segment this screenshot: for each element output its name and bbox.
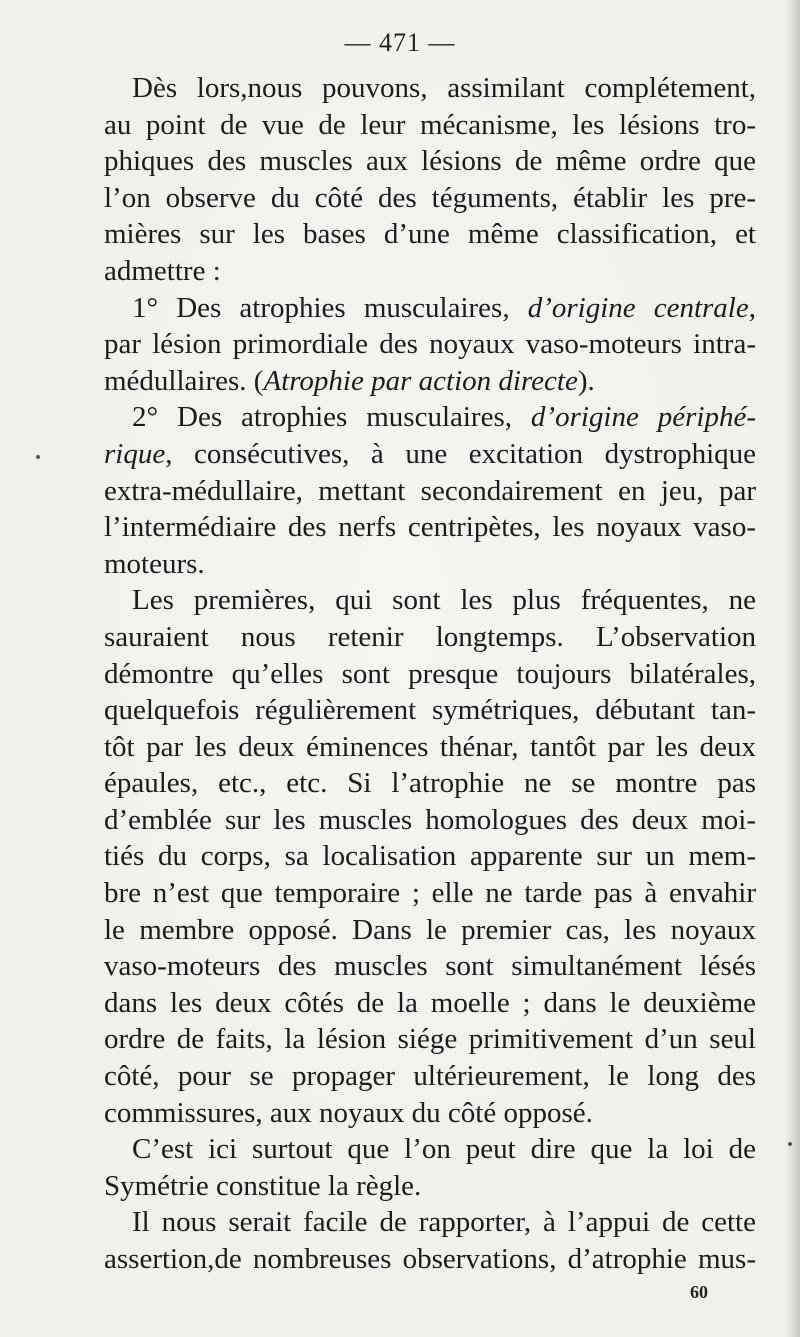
text-line bbox=[104, 1095, 756, 1132]
text-line bbox=[104, 838, 756, 875]
text-segment: Il nous serait facile de rapporter, à l’appui de cette bbox=[132, 1206, 756, 1239]
text-line bbox=[104, 180, 756, 217]
text-segment: commissures, aux noyaux du côté opposé. bbox=[104, 1096, 593, 1129]
text-line bbox=[104, 985, 756, 1022]
text-line bbox=[104, 290, 756, 327]
text-line bbox=[104, 1241, 756, 1278]
text-line bbox=[104, 1131, 756, 1168]
text-segment: vaso-moteurs des muscles sont simultanément lésés bbox=[104, 950, 756, 983]
text-segment: sauraient nous retenir longtemps. L’observation bbox=[104, 620, 756, 653]
text-segment: ordre de faits, la lésion siége primitivement d’un seul bbox=[104, 1023, 756, 1056]
text-segment: par lésion primordiale des noyaux vaso-moteurs intra- bbox=[104, 328, 756, 361]
text-line bbox=[104, 107, 756, 144]
text-segment: côté, pour se propager ultérieurement, le long des bbox=[104, 1060, 756, 1093]
text-segment: admettre : bbox=[104, 254, 221, 287]
text-segment: assertion,de nombreuses observations, d’atrophie mus- bbox=[104, 1243, 756, 1275]
page-number: — 471 — bbox=[344, 28, 456, 57]
text-segment: tôt par les deux éminences thénar, tantôt par les deux bbox=[104, 730, 756, 763]
text-segment: l’intermédiaire des nerfs centripètes, les noyaux vaso- bbox=[104, 511, 756, 544]
margin-dot bbox=[36, 455, 40, 459]
text-segment: épaules, etc., etc. Si l’atrophie ne se montre pas bbox=[104, 767, 756, 800]
text-line bbox=[104, 1168, 756, 1205]
text-segment: démontre qu’elles sont presque toujours bilatérales, bbox=[104, 657, 756, 690]
text-line bbox=[104, 363, 756, 400]
text-segment: 2° Des atrophies musculaires, bbox=[132, 401, 531, 434]
text-line bbox=[104, 765, 756, 802]
text-line bbox=[104, 143, 756, 180]
text-segment: moteurs. bbox=[104, 547, 205, 580]
text-line bbox=[104, 509, 756, 546]
text-segment: ). bbox=[577, 364, 595, 397]
text-line bbox=[104, 656, 756, 693]
text-segment: Dès lors,nous pouvons, assimilant complétement, bbox=[132, 72, 756, 104]
body-text bbox=[104, 70, 756, 1278]
italic-segment: rique bbox=[104, 437, 166, 470]
text-line bbox=[104, 216, 756, 253]
margin-dot bbox=[788, 1142, 792, 1146]
text-line bbox=[104, 912, 756, 949]
text-segment: au point de vue de leur mécanisme, les lésions tro- bbox=[104, 108, 756, 141]
text-segment: , consécutives, à une excitation dystrophique bbox=[165, 437, 756, 470]
text-segment: 1° Des atrophies musculaires, bbox=[132, 291, 528, 324]
text-line bbox=[104, 546, 756, 583]
text-line bbox=[104, 473, 756, 510]
text-segment: l’on observe du côté des téguments, établir les pre- bbox=[104, 181, 756, 214]
text-segment: Symétrie constitue la règle. bbox=[104, 1169, 422, 1202]
italic-segment: Atrophie par action directe bbox=[263, 364, 578, 397]
text-segment: le membre opposé. Dans le premier cas, les noyaux bbox=[104, 913, 756, 946]
text-line bbox=[104, 1021, 756, 1058]
text-segment: C’est ici surtout que l’on peut dire que la loi de bbox=[132, 1133, 756, 1166]
text-segment: extra-médullaire, mettant secondairement en jeu, par bbox=[104, 474, 756, 507]
text-segment: phiques des muscles aux lésions de même ordre que bbox=[104, 145, 756, 178]
text-line bbox=[104, 1204, 756, 1241]
italic-segment: d’origine périphé- bbox=[530, 401, 757, 434]
text-line bbox=[104, 1058, 756, 1095]
text-segment: médullaires. ( bbox=[104, 364, 264, 397]
text-line bbox=[104, 875, 756, 912]
text-segment: , bbox=[748, 291, 756, 324]
text-line bbox=[104, 326, 756, 363]
text-line bbox=[104, 692, 756, 729]
text-segment: quelquefois régulièrement symétriques, débutant tan- bbox=[104, 694, 756, 727]
text-line bbox=[104, 619, 756, 656]
italic-segment: d’origine centrale bbox=[527, 291, 749, 324]
text-line bbox=[104, 436, 756, 473]
signature-mark: 60 bbox=[690, 1282, 708, 1302]
text-line bbox=[104, 399, 756, 436]
text-segment: tiés du corps, sa localisation apparente sur un mem- bbox=[104, 840, 756, 873]
text-segment: dans les deux côtés de la moelle ; dans le deuxième bbox=[104, 986, 756, 1019]
text-line bbox=[104, 253, 756, 290]
text-line bbox=[104, 948, 756, 985]
text-line bbox=[104, 729, 756, 766]
text-segment: bre n’est que temporaire ; elle ne tarde pas à envahir bbox=[104, 877, 756, 910]
text-line bbox=[104, 70, 756, 107]
text-segment: mières sur les bases d’une même classification, et bbox=[104, 218, 756, 251]
text-segment: Les premières, qui sont les plus fréquentes, ne bbox=[132, 584, 756, 617]
page-edge-shadow bbox=[786, 0, 800, 1337]
text-line bbox=[104, 802, 756, 839]
text-segment: d’emblée sur les muscles homologues des deux moi- bbox=[104, 803, 756, 836]
text-line bbox=[104, 582, 756, 619]
